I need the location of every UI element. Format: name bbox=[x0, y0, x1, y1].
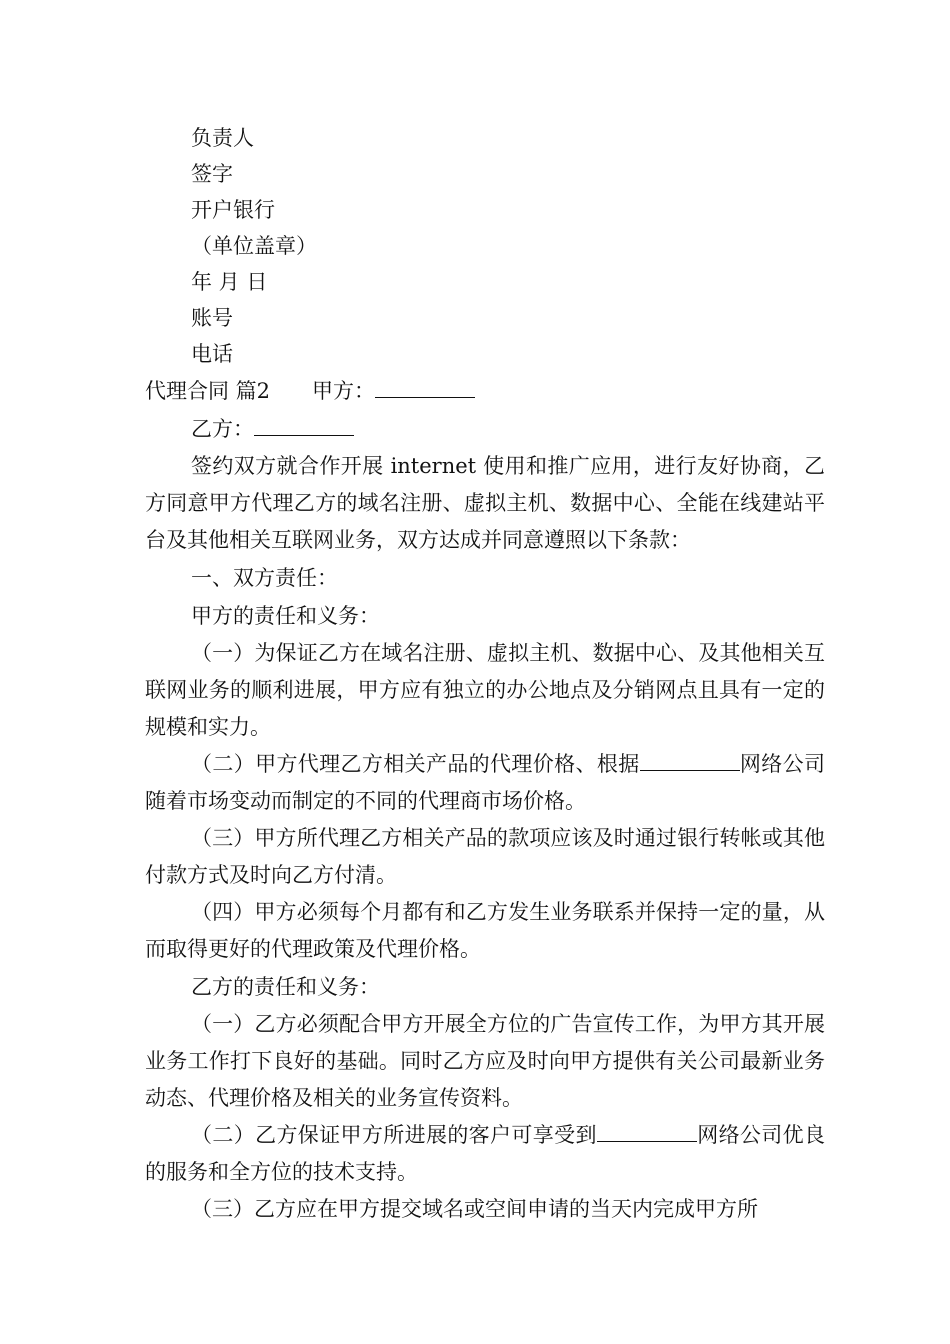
signature-line-account: 账号 bbox=[191, 306, 233, 330]
party-b-label: 乙方： bbox=[191, 417, 254, 441]
signature-block bbox=[145, 120, 825, 372]
party-b-blank bbox=[254, 414, 354, 436]
party-a-clause-2 bbox=[145, 746, 825, 820]
party-b-clause-1: （一）乙方必须配合甲方开展全方位的广告宣传工作，为甲方其开展业务工作打下良好的基础。同时乙方应及时向甲方提供有关公司最新业务动态、代理价格及相关的业务宣传资料。 bbox=[145, 1012, 825, 1110]
party-a-clause-2-blank bbox=[640, 749, 740, 771]
party-b-clause-2-start: （二）乙方保证甲方所进展的客户可享受到 bbox=[191, 1123, 597, 1147]
party-a-label: 甲方： bbox=[312, 379, 376, 403]
party-b-clause-2-end: 网络公司优良的服务和全方位的技术支持。 bbox=[145, 1123, 826, 1184]
signature-line-phone: 电话 bbox=[191, 342, 233, 366]
party-b-clause-3: （三）乙方应在甲方提交域名或空间申请的当天内完成甲方所 bbox=[191, 1197, 758, 1221]
party-a-clause-2-start: （二）甲方代理乙方相关产品的代理价格、根据 bbox=[191, 752, 640, 776]
party-b-clause-2 bbox=[145, 1117, 825, 1191]
party-a-clause-4: （四）甲方必须每个月都有和乙方发生业务联系并保持一定的量，从而取得更好的代理政策及代理价格。 bbox=[145, 900, 825, 961]
party-a-field bbox=[312, 372, 475, 410]
party-a-clause-1: （一）为保证乙方在域名注册、虚拟主机、数据中心、及其他相关互联网业务的顺利进展，甲方应有独立的办公地点及分销网点且具有一定的规模和实力。 bbox=[145, 641, 825, 739]
party-b-duties-title: 乙方的责任和义务： bbox=[191, 975, 380, 999]
section-title-responsibilities: 一、双方责任： bbox=[191, 566, 338, 590]
contract-title: 代理合同 篇2 bbox=[145, 379, 271, 403]
party-a-duties-title: 甲方的责任和义务： bbox=[191, 604, 380, 628]
intro-paragraph: 签约双方就合作开展 internet 使用和推广应用，进行友好协商，乙方同意甲方代理乙方的域名注册、虚拟主机、数据中心、全能在线建站平台及其他相关互联网业务，双方达成并同意遵照以下条款： bbox=[145, 454, 825, 552]
signature-line-seal: （单位盖章） bbox=[191, 234, 317, 258]
party-a-blank bbox=[375, 376, 475, 398]
party-b-clause-2-blank bbox=[597, 1120, 697, 1142]
document-body bbox=[145, 120, 825, 1228]
signature-line-sign: 签字 bbox=[191, 162, 233, 186]
signature-line-date: 年 月 日 bbox=[191, 270, 268, 294]
party-a-clause-3: （三）甲方所代理乙方相关产品的款项应该及时通过银行转帐或其他付款方式及时向乙方付清。 bbox=[145, 826, 825, 887]
signature-line-bank: 开户银行 bbox=[191, 198, 275, 222]
contract-heading bbox=[145, 372, 825, 410]
party-a-clause-2-end: 网络公司随着市场变动而制定的不同的代理商市场价格。 bbox=[145, 752, 826, 813]
party-b-field bbox=[145, 410, 825, 448]
signature-line-responsible: 负责人 bbox=[191, 126, 254, 150]
